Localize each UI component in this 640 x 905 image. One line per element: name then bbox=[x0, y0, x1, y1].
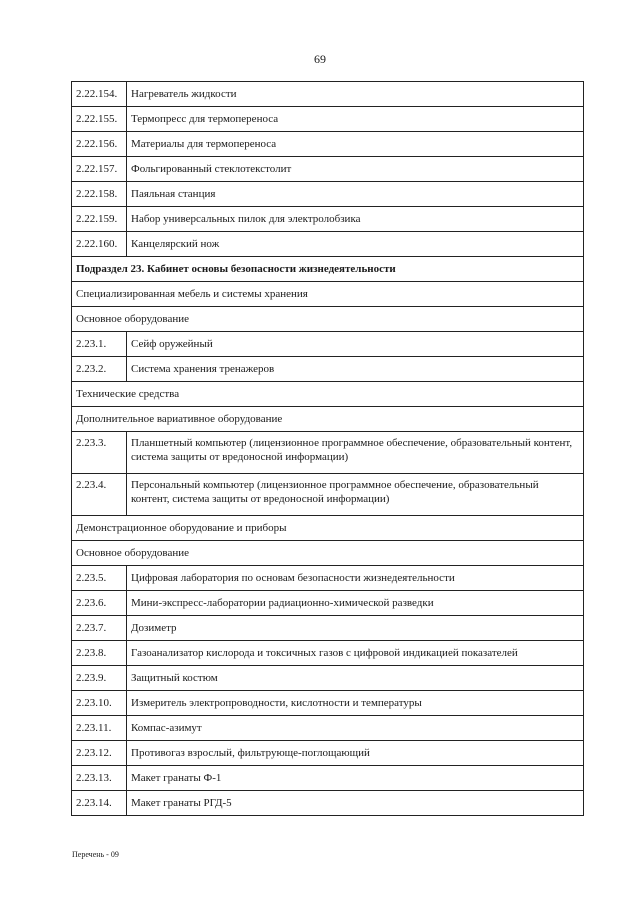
table-row bbox=[72, 207, 584, 232]
item-number: 2.23.8. bbox=[72, 641, 127, 666]
item-number: 2.23.14. bbox=[72, 791, 127, 816]
table-row bbox=[72, 691, 584, 716]
item-name: Планшетный компьютер (лицензионное программное обеспечение, образовательный контент, система защиты от вредоносной информации) bbox=[127, 432, 584, 474]
item-number: 2.23.13. bbox=[72, 766, 127, 791]
item-name: Измеритель электропроводности, кислотности и температуры bbox=[127, 691, 584, 716]
group-title: Специализированная мебель и системы хранения bbox=[72, 282, 584, 307]
item-number: 2.22.157. bbox=[72, 157, 127, 182]
item-name: Материалы для термопереноса bbox=[127, 132, 584, 157]
item-name: Термопресс для термопереноса bbox=[127, 107, 584, 132]
page-number: 69 bbox=[314, 52, 326, 66]
item-name: Компас-азимут bbox=[127, 716, 584, 741]
table-row bbox=[72, 666, 584, 691]
item-number: 2.23.4. bbox=[72, 474, 127, 516]
item-name: Набор универсальных пилок для электролобзика bbox=[127, 207, 584, 232]
group-header-row bbox=[72, 382, 584, 407]
item-number: 2.23.2. bbox=[72, 357, 127, 382]
item-name: Канцелярский нож bbox=[127, 232, 584, 257]
item-name: Макет гранаты Ф-1 bbox=[127, 766, 584, 791]
table-row bbox=[72, 232, 584, 257]
group-title: Дополнительное вариативное оборудование bbox=[72, 407, 584, 432]
item-number: 2.23.10. bbox=[72, 691, 127, 716]
table-row bbox=[72, 566, 584, 591]
item-name: Система хранения тренажеров bbox=[127, 357, 584, 382]
table-row bbox=[72, 332, 584, 357]
group-header-row bbox=[72, 282, 584, 307]
table-row bbox=[72, 357, 584, 382]
item-name: Паяльная станция bbox=[127, 182, 584, 207]
group-title: Технические средства bbox=[72, 382, 584, 407]
item-number: 2.22.155. bbox=[72, 107, 127, 132]
group-header-row bbox=[72, 307, 584, 332]
section-title: Подраздел 23. Кабинет основы безопасности жизнедеятельности bbox=[72, 257, 584, 282]
item-number: 2.23.3. bbox=[72, 432, 127, 474]
table-row bbox=[72, 474, 584, 516]
item-name: Дозиметр bbox=[127, 616, 584, 641]
section-header-row bbox=[72, 257, 584, 282]
item-name: Защитный костюм bbox=[127, 666, 584, 691]
table-row bbox=[72, 182, 584, 207]
group-header-row bbox=[72, 516, 584, 541]
item-number: 2.23.9. bbox=[72, 666, 127, 691]
item-name: Газоанализатор кислорода и токсичных газов с цифровой индикацией показателей bbox=[127, 641, 584, 666]
item-number: 2.23.11. bbox=[72, 716, 127, 741]
item-number: 2.22.159. bbox=[72, 207, 127, 232]
table-row bbox=[72, 432, 584, 474]
table-row bbox=[72, 641, 584, 666]
item-name: Мини-экспресс-лаборатории радиационно-химической разведки bbox=[127, 591, 584, 616]
table-row bbox=[72, 591, 584, 616]
table-row bbox=[72, 616, 584, 641]
table-row bbox=[72, 107, 584, 132]
footer-note: Перечень - 09 bbox=[72, 850, 119, 859]
item-number: 2.23.5. bbox=[72, 566, 127, 591]
item-number: 2.23.7. bbox=[72, 616, 127, 641]
group-header-row bbox=[72, 407, 584, 432]
group-title: Основное оборудование bbox=[72, 541, 584, 566]
table-row bbox=[72, 791, 584, 816]
item-number: 2.23.6. bbox=[72, 591, 127, 616]
table-row bbox=[72, 716, 584, 741]
item-name: Макет гранаты РГД-5 bbox=[127, 791, 584, 816]
item-name: Персональный компьютер (лицензионное программное обеспечение, образовательный контент, система защиты от вредоносной информации) bbox=[127, 474, 584, 516]
table-row bbox=[72, 132, 584, 157]
item-number: 2.23.1. bbox=[72, 332, 127, 357]
equipment-table bbox=[71, 81, 584, 816]
item-number: 2.22.154. bbox=[72, 82, 127, 107]
item-number: 2.22.156. bbox=[72, 132, 127, 157]
table-row bbox=[72, 157, 584, 182]
table-row bbox=[72, 766, 584, 791]
group-title: Основное оборудование bbox=[72, 307, 584, 332]
item-name: Противогаз взрослый, фильтрующе-поглощающий bbox=[127, 741, 584, 766]
item-number: 2.23.12. bbox=[72, 741, 127, 766]
item-name: Фольгированный стеклотекстолит bbox=[127, 157, 584, 182]
group-header-row bbox=[72, 541, 584, 566]
group-title: Демонстрационное оборудование и приборы bbox=[72, 516, 584, 541]
table-row bbox=[72, 82, 584, 107]
item-name: Сейф оружейный bbox=[127, 332, 584, 357]
table-row bbox=[72, 741, 584, 766]
item-number: 2.22.160. bbox=[72, 232, 127, 257]
item-number: 2.22.158. bbox=[72, 182, 127, 207]
item-name: Нагреватель жидкости bbox=[127, 82, 584, 107]
item-name: Цифровая лаборатория по основам безопасности жизнедеятельности bbox=[127, 566, 584, 591]
